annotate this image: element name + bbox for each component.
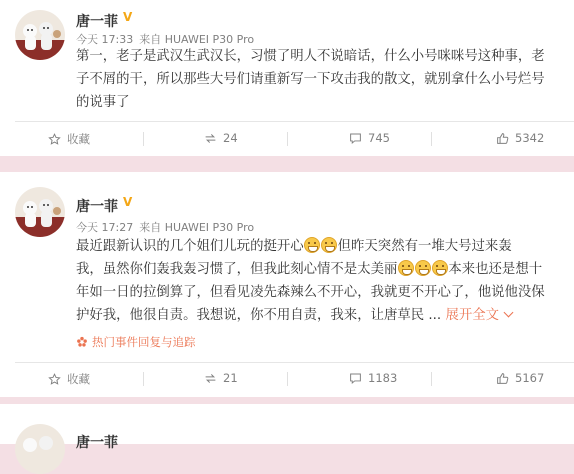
- grin-emoji-icon: [415, 260, 431, 276]
- post-time[interactable]: 今天 17:27: [76, 221, 134, 234]
- star-icon: [48, 133, 61, 146]
- thumbs-up-icon: [496, 132, 509, 145]
- body-text-segment: 但昨天突然有一堆大号过来轰: [337, 239, 512, 254]
- vip-badge-icon: V: [123, 195, 133, 209]
- hot-topic-label: 热门事件回复与追踪: [92, 335, 196, 349]
- post-body: [76, 45, 572, 114]
- thumbs-up-icon: [496, 372, 509, 385]
- username[interactable]: 唐一菲: [76, 199, 118, 215]
- divider: [15, 121, 574, 122]
- post-source: 来自 HUAWEI P30 Pro: [139, 221, 255, 234]
- action-separator: [287, 132, 288, 146]
- like-count: 5167: [515, 371, 545, 385]
- repost-icon: [204, 372, 217, 385]
- weibo-post-card: [0, 404, 574, 451]
- avatar[interactable]: [15, 424, 65, 474]
- repost-count: 21: [223, 371, 238, 385]
- post-body-line: 年如一日的拉倒算了，但看见凌先森辣么不开心，我就更不开心了，他说他没保: [76, 285, 545, 300]
- avatar[interactable]: [15, 10, 65, 60]
- flower-icon: [76, 336, 88, 348]
- body-text-segment: 护好我，他很自责。我想说，你不用自责，我来，让唐草民 ...: [76, 308, 442, 323]
- comment-button[interactable]: [349, 371, 397, 385]
- body-text-segment: 本来也还是想十: [448, 262, 543, 277]
- star-icon: [48, 373, 61, 386]
- weibo-post-card: [0, 172, 574, 397]
- post-body-line: 第一，老子是武汉生武汉长，习惯了明人不说暗话，什么小号咪咪号这种事，老: [76, 49, 545, 64]
- action-separator: [431, 372, 432, 386]
- repost-button[interactable]: [204, 371, 238, 385]
- grin-emoji-icon: [398, 260, 414, 276]
- repost-icon: [204, 132, 217, 145]
- post-body-line: [76, 258, 572, 281]
- body-text-segment: 最近跟新认识的几个姐们儿玩的挺开心: [76, 239, 304, 254]
- post-body-line: 的说事了: [76, 95, 130, 110]
- comment-icon: [349, 372, 362, 385]
- grin-emoji-icon: [432, 260, 448, 276]
- post-body-line: 子不屑的干，所以那些大号们请重新写一下攻击我的散文，就别拿什么小号烂号: [76, 72, 545, 87]
- grin-emoji-icon: [321, 237, 337, 253]
- username[interactable]: 唐一菲: [76, 14, 118, 30]
- post-source: 来自 HUAWEI P30 Pro: [139, 33, 255, 46]
- favorite-label: 收藏: [67, 132, 90, 146]
- action-separator: [143, 132, 144, 146]
- comment-icon: [349, 132, 362, 145]
- favorite-button[interactable]: [48, 371, 90, 387]
- expand-label: 展开全文: [445, 308, 500, 323]
- action-separator: [287, 372, 288, 386]
- repost-count: 24: [223, 131, 238, 145]
- comment-button[interactable]: [349, 131, 390, 145]
- divider: [15, 362, 574, 363]
- chevron-down-icon: [504, 308, 514, 318]
- action-separator: [431, 132, 432, 146]
- post-body-line: [76, 235, 572, 258]
- favorite-button[interactable]: [48, 131, 90, 147]
- like-button[interactable]: [496, 131, 544, 145]
- like-button[interactable]: [496, 371, 544, 385]
- vip-badge-icon: V: [123, 10, 133, 24]
- action-separator: [143, 372, 144, 386]
- grin-emoji-icon: [304, 237, 320, 253]
- repost-button[interactable]: [204, 131, 238, 145]
- hot-topic-link[interactable]: [76, 334, 196, 350]
- body-text-segment: 我，虽然你们轰我轰习惯了，但我此刻心情不是太美丽: [76, 262, 398, 277]
- comment-count: 745: [368, 131, 390, 145]
- comment-count: 1183: [368, 371, 398, 385]
- post-body: [76, 235, 572, 327]
- avatar[interactable]: [15, 187, 65, 237]
- username[interactable]: 唐一菲: [76, 435, 118, 451]
- expand-full-text-link[interactable]: [445, 308, 512, 323]
- post-time[interactable]: 今天 17:33: [76, 33, 134, 46]
- post-body-line: [76, 304, 572, 327]
- weibo-post-card: [0, 0, 574, 156]
- post-meta: [76, 219, 260, 235]
- favorite-label: 收藏: [67, 372, 90, 386]
- like-count: 5342: [515, 131, 545, 145]
